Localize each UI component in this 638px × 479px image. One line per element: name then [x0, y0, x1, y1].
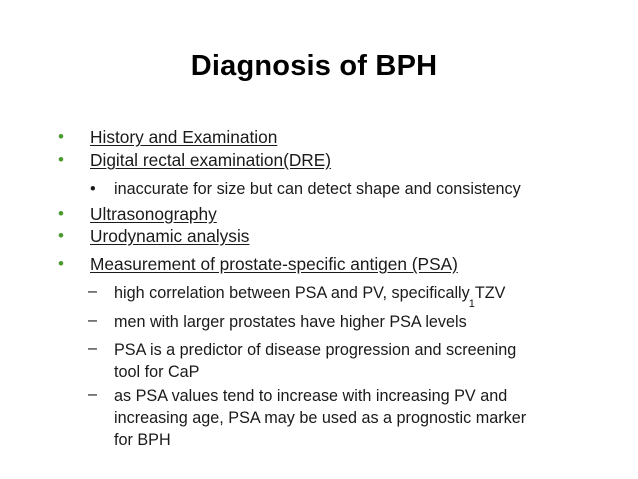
list-item-text: Ultrasonography: [90, 204, 217, 224]
dash-text-line: for BPH: [114, 431, 171, 449]
dash-icon: –: [88, 385, 98, 403]
dash-list-item-text: [114, 282, 594, 310]
sub-list-item-text: inaccurate for size but can detect shape and consistency: [114, 180, 521, 198]
bullet-icon: •: [90, 180, 96, 198]
dash-icon: –: [88, 311, 98, 329]
dash-list-item-text: [114, 385, 594, 451]
dash-text-after: TZV: [474, 284, 506, 302]
dash-icon: –: [88, 282, 98, 300]
dash-list-item-text: [114, 339, 594, 383]
dash-text-before: high correlation between PSA and PV, specifically: [114, 284, 470, 302]
list-item-text: History and Examination: [90, 127, 278, 147]
list-item-text: Digital rectal examination(DRE): [90, 150, 332, 170]
dash-list-item-text: men with larger prostates have higher PSA levels: [114, 313, 467, 331]
list-item-text: Urodynamic analysis: [90, 226, 250, 246]
dash-text-line: PSA is a predictor of disease progression and screening: [114, 341, 517, 359]
slide-title: Diagnosis of BPH: [190, 50, 438, 82]
dash-text-line: tool for CaP: [114, 363, 200, 381]
bullet-icon: •: [58, 204, 64, 223]
bullet-icon: •: [58, 226, 64, 245]
bullet-icon: •: [58, 150, 64, 169]
subscript-marker: 1: [468, 298, 475, 310]
bullet-icon: •: [58, 254, 64, 273]
dash-icon: –: [88, 339, 98, 357]
dash-text-line: increasing age, PSA may be used as a prognostic marker: [114, 409, 527, 427]
list-item-text: Measurement of prostate-specific antigen (PSA): [90, 254, 458, 274]
dash-text-line: as PSA values tend to increase with increasing PV and: [114, 387, 508, 405]
bullet-icon: •: [58, 127, 64, 146]
